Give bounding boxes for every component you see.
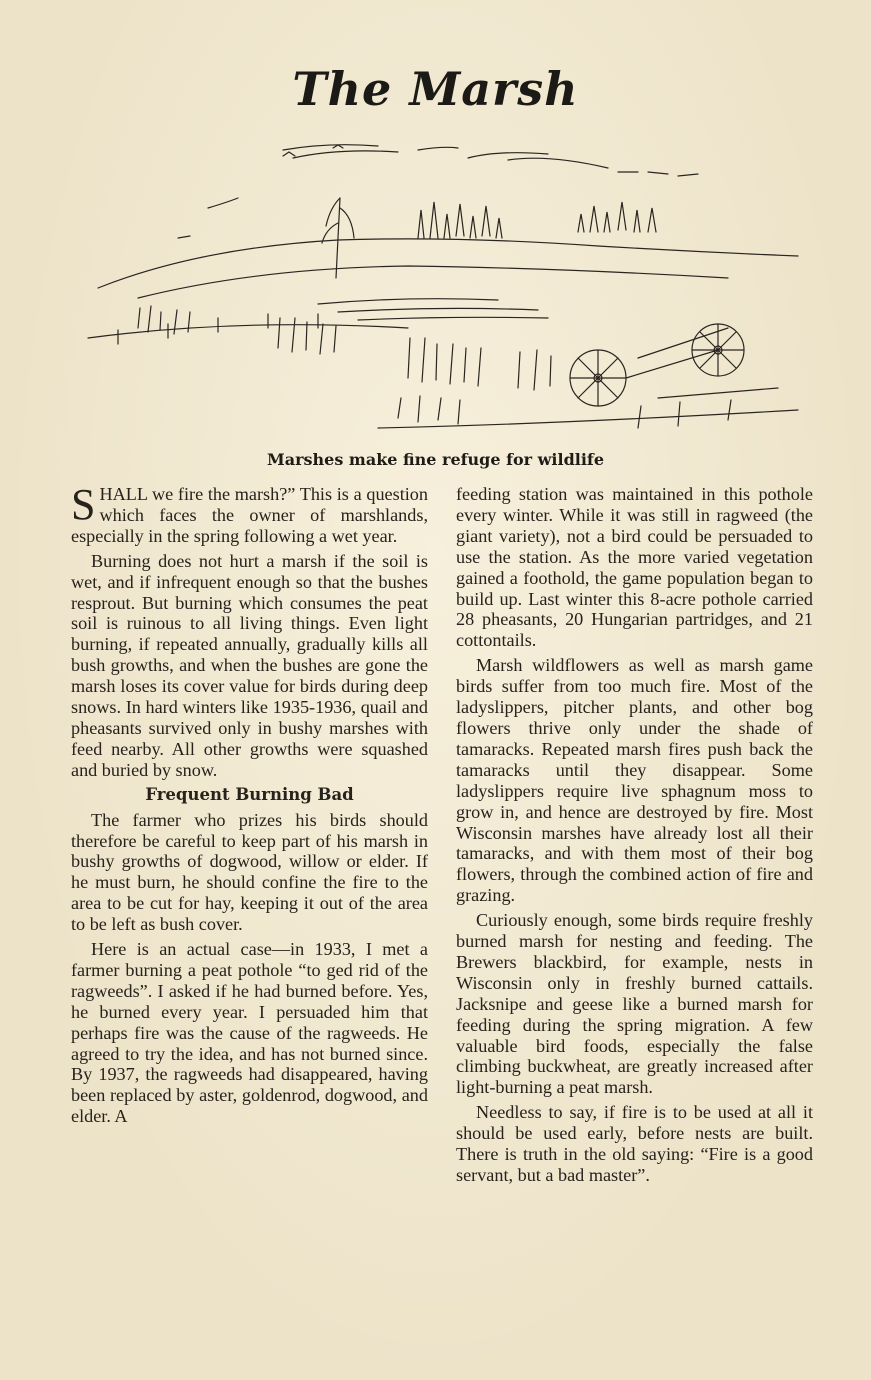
paragraph: SHALL we fire the marsh?” This is a question which faces the owner of marshlands, especially in the spring following a wet year. <box>71 480 428 546</box>
paragraph: Marsh wildflowers as well as marsh game birds suffer from too much fire. Most of the ladyslippers, pitcher plants, and other bog flowers thrive only under the shade of tamaracks. Repeated marsh fires push back the tamaracks until they disappear. Some ladyslippers require live sphagnum moss to grow in, and hence are destroyed by fire. Most Wisconsin marshes have already lost all their tamaracks, and with them most of their bog flowers, through the combined action of fire and grazing. <box>456 655 813 906</box>
figure-caption: Marshes make fine refuge for wildlife <box>266 450 604 469</box>
left-column <box>71 480 428 1131</box>
paragraph: Needless to say, if fire is to be used at all it should be used early, before nests are built. There is truth in the old saying: “Fire is a good servant, but a bad master”. <box>456 1102 813 1185</box>
paragraph: Curiously enough, some birds require freshly burned marsh for nesting and feeding. The Brewers blackbird, for example, nests in Wisconsin only in freshly burned cattails. Jacksnipe and geese like a burned marsh for feeding during the spring migration. A few valuable bird foods, especially the false climbing buckwheat, are greatly increased after light-burning a peat marsh. <box>456 910 813 1098</box>
right-column <box>456 484 813 1190</box>
drop-cap: S <box>71 480 96 529</box>
paragraph: feeding station was maintained in this pothole every winter. While it was still in ragweed (the giant variety), not a bird could be persuaded to use the station. As the more varied vegetation gained a foothold, the game population began to build up. Last winter this 8-acre pothole carried 28 pheasants, 20 Hungarian partridges, and 21 cottontails. <box>456 484 813 651</box>
paragraph: Here is an actual case—in 1933, I met a farmer burning a peat pothole “to ged rid of the ragweeds”. I asked if he had burned before. Yes, he burned every year. I persuaded him that perhaps fire was the cause of the ragweeds. He agreed to try the idea, and has not burned since. By 1937, the ragweeds had disappeared, having been replaced by aster, goldenrod, dogwood, and elder. A <box>71 939 428 1127</box>
section-heading: Frequent Burning Bad <box>145 784 354 804</box>
paragraph: The farmer who prizes his birds should therefore be careful to keep part of his marsh in bushy growths of dogwood, willow or elder. If he must burn, he should confine the fire to the area to be cut for hay, keeping it out of the area to be left as bush cover. <box>71 809 428 935</box>
paragraph: Burning does not hurt a marsh if the soil is wet, and if infrequent enough so that the bushes resprout. But burning which consumes the peat soil is ruinous to all living things. Even light burning, if repeated annually, gradually kills all bush growths, and when the bushes are gone the marsh loses its cover value for birds during deep snows. In hard winters like 1935-1936, quail and pheasants survived only in bushy marshes with feed nearby. All other growths were squashed and buried by snow. <box>71 550 428 780</box>
page-title: The Marsh <box>292 62 579 116</box>
marsh-illustration-icon <box>78 128 808 446</box>
